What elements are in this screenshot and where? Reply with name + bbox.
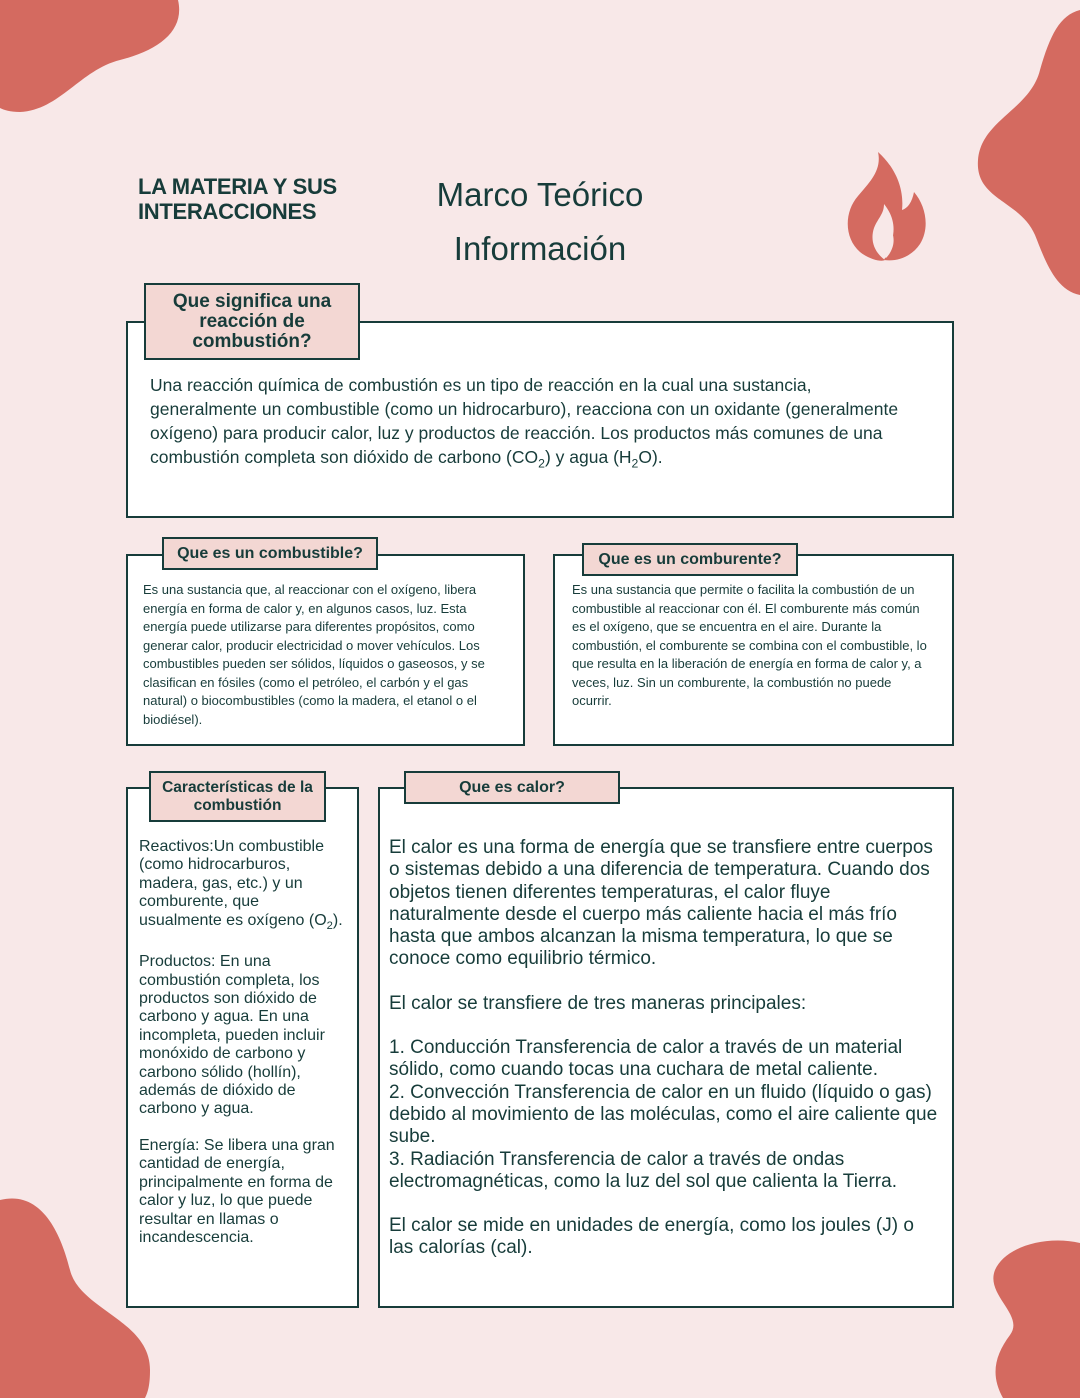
calor-paragraph-3: El calor se mide en unidades de energía, como los joules (J) o las calorías (cal). (389, 1215, 914, 1259)
h2o-subscript: 2 (631, 456, 639, 471)
page-title-line1: Marco Teórico (436, 176, 644, 213)
o2-subscript: 2 (326, 919, 333, 932)
co2-subscript: 2 (538, 456, 545, 471)
calor-paragraph-2: El calor se transfiere de tres maneras principales: (389, 992, 807, 1014)
reactivos-end: ). (332, 911, 343, 929)
fire-icon (840, 148, 930, 266)
reactivos-text: Reactivos:Un combustible (como hidrocarburos, madera, gas, etc.) y un comburente, que usualmente es oxígeno (O (139, 838, 327, 929)
subject-title-line2: INTERACCIONES (138, 199, 317, 224)
combustion-heading-text: Que significa una reacción de combustión? (172, 290, 332, 352)
page-title (400, 168, 680, 276)
combustion-text (150, 373, 920, 476)
combustion-text-mid: ) y agua (H (544, 447, 632, 467)
calor-item-2: 2. Convección Transferencia de calor en un fluido (líquido o gas) debido al movimiento de las moléculas, como el aire caliente que sube. (389, 1081, 938, 1148)
subject-title (138, 174, 378, 224)
reactivos-paragraph (139, 838, 344, 935)
subject-title-line1: LA MATERIA Y SUS (138, 174, 337, 199)
combustible-heading-text: Que es un combustible? (177, 544, 363, 562)
comburente-text (572, 581, 932, 711)
calor-item-3: 3. Radiación Transferencia de calor a través de ondas electromagnéticas, como la luz del sol que calienta la Tierra. (389, 1148, 897, 1192)
caracteristicas-text (139, 838, 344, 1247)
page-title-line2: Información (453, 230, 627, 267)
energia-paragraph: Energía: Se libera una gran cantidad de energía, principalmente en forma de calor y luz, lo que puede resultar en llamas o incandescencia. (139, 1136, 335, 1246)
combustion-heading (144, 283, 360, 360)
caracteristicas-heading-text: Características de la combustión (162, 778, 313, 814)
calor-heading-text: Que es calor? (459, 778, 565, 796)
blob-right (975, 10, 1080, 300)
combustible-heading (162, 537, 378, 570)
calor-heading (404, 771, 620, 804)
caracteristicas-heading (149, 771, 326, 822)
calor-item-1: 1. Conducción Transferencia de calor a través de un material sólido, como cuando tocas una cuchara de metal caliente. (389, 1037, 903, 1081)
productos-paragraph: Productos: En una combustión completa, los productos son dióxido de carbono y agua. En una incompleta, pueden incluir monóxido de carbono y carbono sólido (hollín), además de dióxido de carbono y agua. (139, 953, 325, 1118)
combustible-text (143, 581, 508, 729)
calor-paragraph-1: El calor es una forma de energía que se transfiere entre cuerpos o sistemas debido a una diferencia de temperatura. Cuando dos objetos tienen diferentes temperaturas, el calor fluye naturalmente desde el cuerpo más caliente hacia el más frío hasta que ambos alcanzan la misma temperatura, lo que se conoce como equilibrio térmico. (389, 837, 933, 970)
blob-top-left (0, 0, 190, 120)
comburente-heading (582, 543, 798, 576)
blob-bottom-right (985, 1235, 1080, 1398)
comburente-heading-text: Que es un comburente? (598, 550, 782, 568)
combustible-paragraph: Es una sustancia que, al reaccionar con el oxígeno, libera energía en forma de calor y, en algunos casos, luz. Esta energía puede utilizarse para diferentes propósitos, como generar calor, producir electricidad o mover vehículos. Los combustibles pueden ser sólidos, líquidos o gaseosos, y se clasifican en fósiles (como el petróleo, el carbón y el gas natural) o biocombustibles (como la madera, el etanol o el biodiésel). (143, 582, 485, 727)
combustion-text-main: Una reacción química de combustión es un tipo de reacción en la cual una sustancia, generalmente un combustible (como un hidrocarburo), reacciona con un oxidante (generalmente oxígeno) para producir calor, luz y productos de reacción. Los productos más comunes de una combustión completa son dióxido de carbono (CO (150, 375, 899, 467)
calor-text (389, 837, 942, 1260)
combustion-text-end: O). (638, 447, 663, 467)
comburente-paragraph: Es una sustancia que permite o facilita la combustión de un combustible al reaccionar con él. El comburente más común es el oxígeno, que se encuentra en el aire. Durante la combustión, el comburente se combina con el combustible, lo que resulta en la liberación de energía en forma de calor y, a veces, luz. Sin un comburente, la combustión no puede ocurrir. (572, 582, 927, 708)
